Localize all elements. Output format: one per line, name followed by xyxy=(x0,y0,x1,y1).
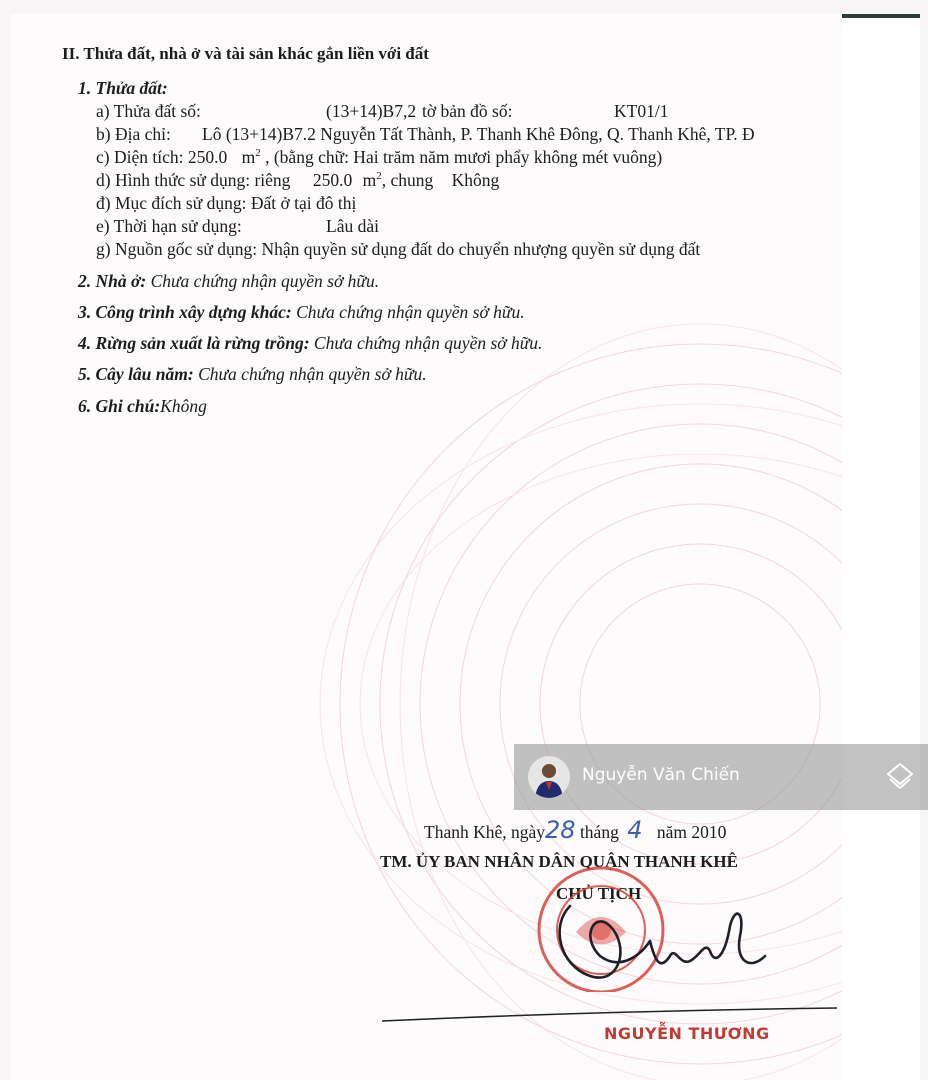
private-area-value: 250.0 xyxy=(312,170,353,190)
usage-term-value: Lâu dài xyxy=(326,216,379,236)
shared-label: , chung xyxy=(381,170,434,190)
item-notes: 6. Ghi chú:Không xyxy=(78,396,207,416)
usage-form-label: d) Hình thức sử dụng: riêng xyxy=(96,170,291,190)
shared-value: Không xyxy=(451,170,500,190)
usage-term-label: e) Thời hạn sử dụng: xyxy=(96,216,242,236)
private-area-unit-sup: 2 xyxy=(376,170,382,183)
usage-origin: g) Nguồn gốc sử dụng: Nhận quyền sử dụng đất do chuyển nhượng quyền sử dụng đất xyxy=(96,239,701,259)
date-year: năm 2010 xyxy=(656,822,727,842)
signer-name: NGUYỄN THƯƠNG xyxy=(604,1024,770,1043)
date-day: 28 xyxy=(545,816,576,844)
land-heading: 1. Thửa đất: xyxy=(78,78,168,98)
signer-position: CHỦ TỊCH xyxy=(556,884,642,903)
land-parcel-value: (13+14)B7,2 xyxy=(326,101,417,121)
section-title: II. Thửa đất, nhà ở và tài sản khác gắn liền với đất xyxy=(62,44,429,63)
area-row xyxy=(96,147,662,167)
private-area-unit: m xyxy=(362,170,377,190)
map-sheet-value: KT01/1 xyxy=(614,101,669,121)
date-month-label: tháng xyxy=(579,822,619,842)
item-other-construction: 3. Công trình xây dựng khác: Chưa chứng nhận quyền sở hữu. xyxy=(78,302,525,322)
item-house: 2. Nhà ở: Chưa chứng nhận quyền sở hữu. xyxy=(78,271,380,291)
usage-form-row xyxy=(96,170,499,190)
area-unit-sup: 2 xyxy=(255,147,261,160)
address-value: Lô (13+14)B7.2 Nguyễn Tất Thành, P. Thanh Khê Đông, Q. Thanh Khê, TP. Đ xyxy=(202,124,755,144)
certificate-page xyxy=(10,14,842,1080)
date-line xyxy=(424,816,727,844)
item-production-forest: 4. Rừng sản xuất là rừng trồng: Chưa chứng nhận quyền sở hữu. xyxy=(78,333,543,353)
land-parcel-label: a) Thửa đất số: xyxy=(96,101,201,121)
date-month: 4 xyxy=(627,816,643,844)
date-place: Thanh Khê, ngày xyxy=(424,822,546,842)
item-perennial-trees: 5. Cây lâu năm: Chưa chứng nhận quyền sở hữu. xyxy=(78,364,427,384)
layers-logo-icon xyxy=(884,760,916,792)
person-avatar-icon xyxy=(528,756,570,798)
issuing-organization: TM. ỦY BAN NHÂN DÂN QUẬN THANH KHÊ xyxy=(380,852,738,871)
watermark-name: Nguyễn Văn Chiến xyxy=(582,765,740,785)
map-sheet-label: tờ bản đồ số: xyxy=(422,101,513,121)
right-margin xyxy=(842,18,920,1080)
handwritten-signature-icon xyxy=(540,886,780,996)
area-label: c) Diện tích: 250.0 xyxy=(96,147,228,167)
address-label: b) Địa chỉ: xyxy=(96,124,171,144)
area-unit: m xyxy=(241,147,256,167)
area-in-words: , (bằng chữ: Hai trăm năm mươi phẩy không mét vuông) xyxy=(265,147,663,167)
uploader-watermark xyxy=(514,744,928,810)
usage-purpose: đ) Mục đích sử dụng: Đất ở tại đô thị xyxy=(96,193,357,213)
signature-underline xyxy=(382,1006,842,1026)
